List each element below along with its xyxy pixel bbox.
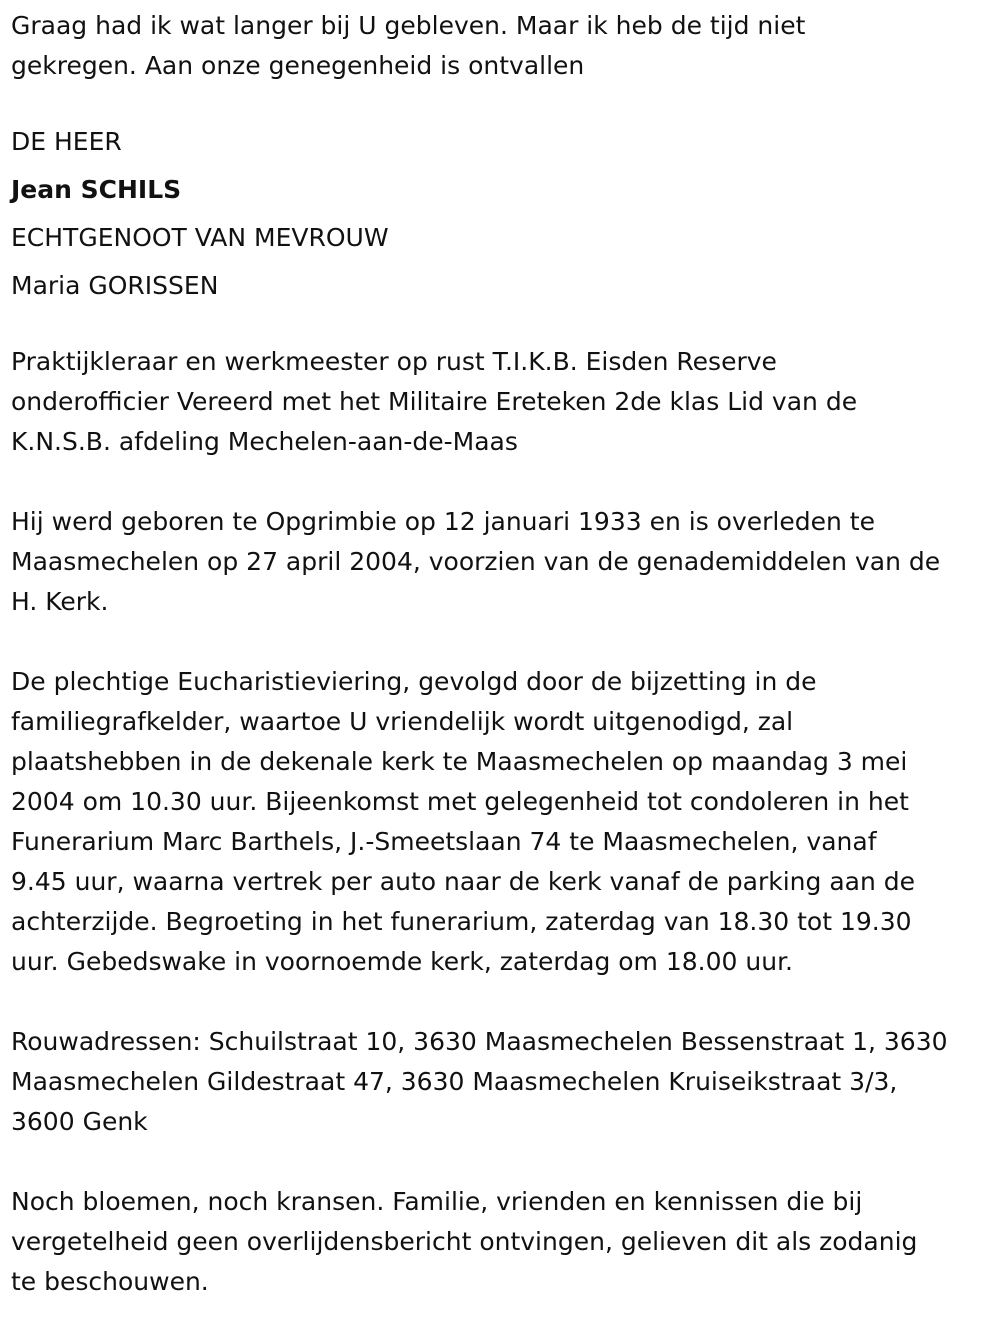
occupation-line: onderofficier Vereerd met het Militaire Ereteken 2de klas Lid van de — [11, 387, 858, 416]
ceremony-line: achterzijde. Begroeting in het funerarium, zaterdag van 18.30 tot 19.30 — [11, 907, 912, 936]
closing-line: te beschouwen. — [11, 1267, 209, 1296]
spacer — [11, 982, 996, 1022]
birth-death-line: Maasmechelen op 27 april 2004, voorzien van de genademiddelen van de — [11, 547, 941, 576]
ceremony-line: 9.45 uur, waarna vertrek per auto naar de kerk vanaf de parking aan de — [11, 867, 916, 896]
spacer — [11, 310, 996, 342]
address-line: Maasmechelen Gildestraat 47, 3630 Maasmechelen Kruiseikstraat 3/3, — [11, 1067, 898, 1096]
ceremony-paragraph — [11, 662, 996, 982]
spouse-name: Maria GORISSEN — [11, 271, 219, 300]
closing-line: Noch bloemen, noch kransen. Familie, vrienden en kennissen die bij — [11, 1187, 863, 1216]
birth-death-paragraph — [11, 502, 996, 622]
occupation-paragraph — [11, 342, 996, 462]
deceased-name: Jean SCHILS — [11, 175, 182, 204]
spacer — [11, 86, 996, 118]
address-line: Rouwadressen: Schuilstraat 10, 3630 Maasmechelen Bessenstraat 1, 3630 — [11, 1027, 948, 1056]
addresses-paragraph — [11, 1022, 996, 1142]
ceremony-line: familiegrafkelder, waartoe U vriendelijk wordt uitgenodigd, zal — [11, 707, 794, 736]
title: DE HEER — [11, 127, 122, 156]
closing-line: vergetelheid geen overlijdensbericht ontvingen, gelieven dit als zodanig — [11, 1227, 918, 1256]
occupation-line: Praktijkleraar en werkmeester op rust T.I.K.B. Eisden Reserve — [11, 347, 777, 376]
ceremony-line: Funerarium Marc Barthels, J.-Smeetslaan 74 te Maasmechelen, vanaf — [11, 827, 877, 856]
ceremony-line: uur. Gebedswake in voornoemde kerk, zaterdag om 18.00 uur. — [11, 947, 793, 976]
ceremony-line: plaatshebben in de dekenale kerk te Maasmechelen op maandag 3 mei — [11, 747, 908, 776]
occupation-line: K.N.S.B. afdeling Mechelen-aan-de-Maas — [11, 427, 518, 456]
ceremony-line: 2004 om 10.30 uur. Bijeenkomst met gelegenheid tot condoleren in het — [11, 787, 909, 816]
ceremony-line: De plechtige Eucharistieviering, gevolgd door de bijzetting in de — [11, 667, 817, 696]
intro-line: Graag had ik wat langer bij U gebleven. Maar ik heb de tijd niet — [11, 11, 806, 40]
spacer — [11, 622, 996, 662]
intro-line: gekregen. Aan onze genegenheid is ontvallen — [11, 51, 585, 80]
address-line: 3600 Genk — [11, 1107, 148, 1136]
closing-paragraph — [11, 1182, 996, 1302]
intro-paragraph — [11, 6, 996, 86]
spacer — [11, 1142, 996, 1182]
spacer — [11, 462, 996, 502]
relation: ECHTGENOOT VAN MEVROUW — [11, 223, 389, 252]
birth-death-line: H. Kerk. — [11, 587, 109, 616]
birth-death-line: Hij werd geboren te Opgrimbie op 12 januari 1933 en is overleden te — [11, 507, 875, 536]
obituary-document — [11, 6, 996, 1302]
